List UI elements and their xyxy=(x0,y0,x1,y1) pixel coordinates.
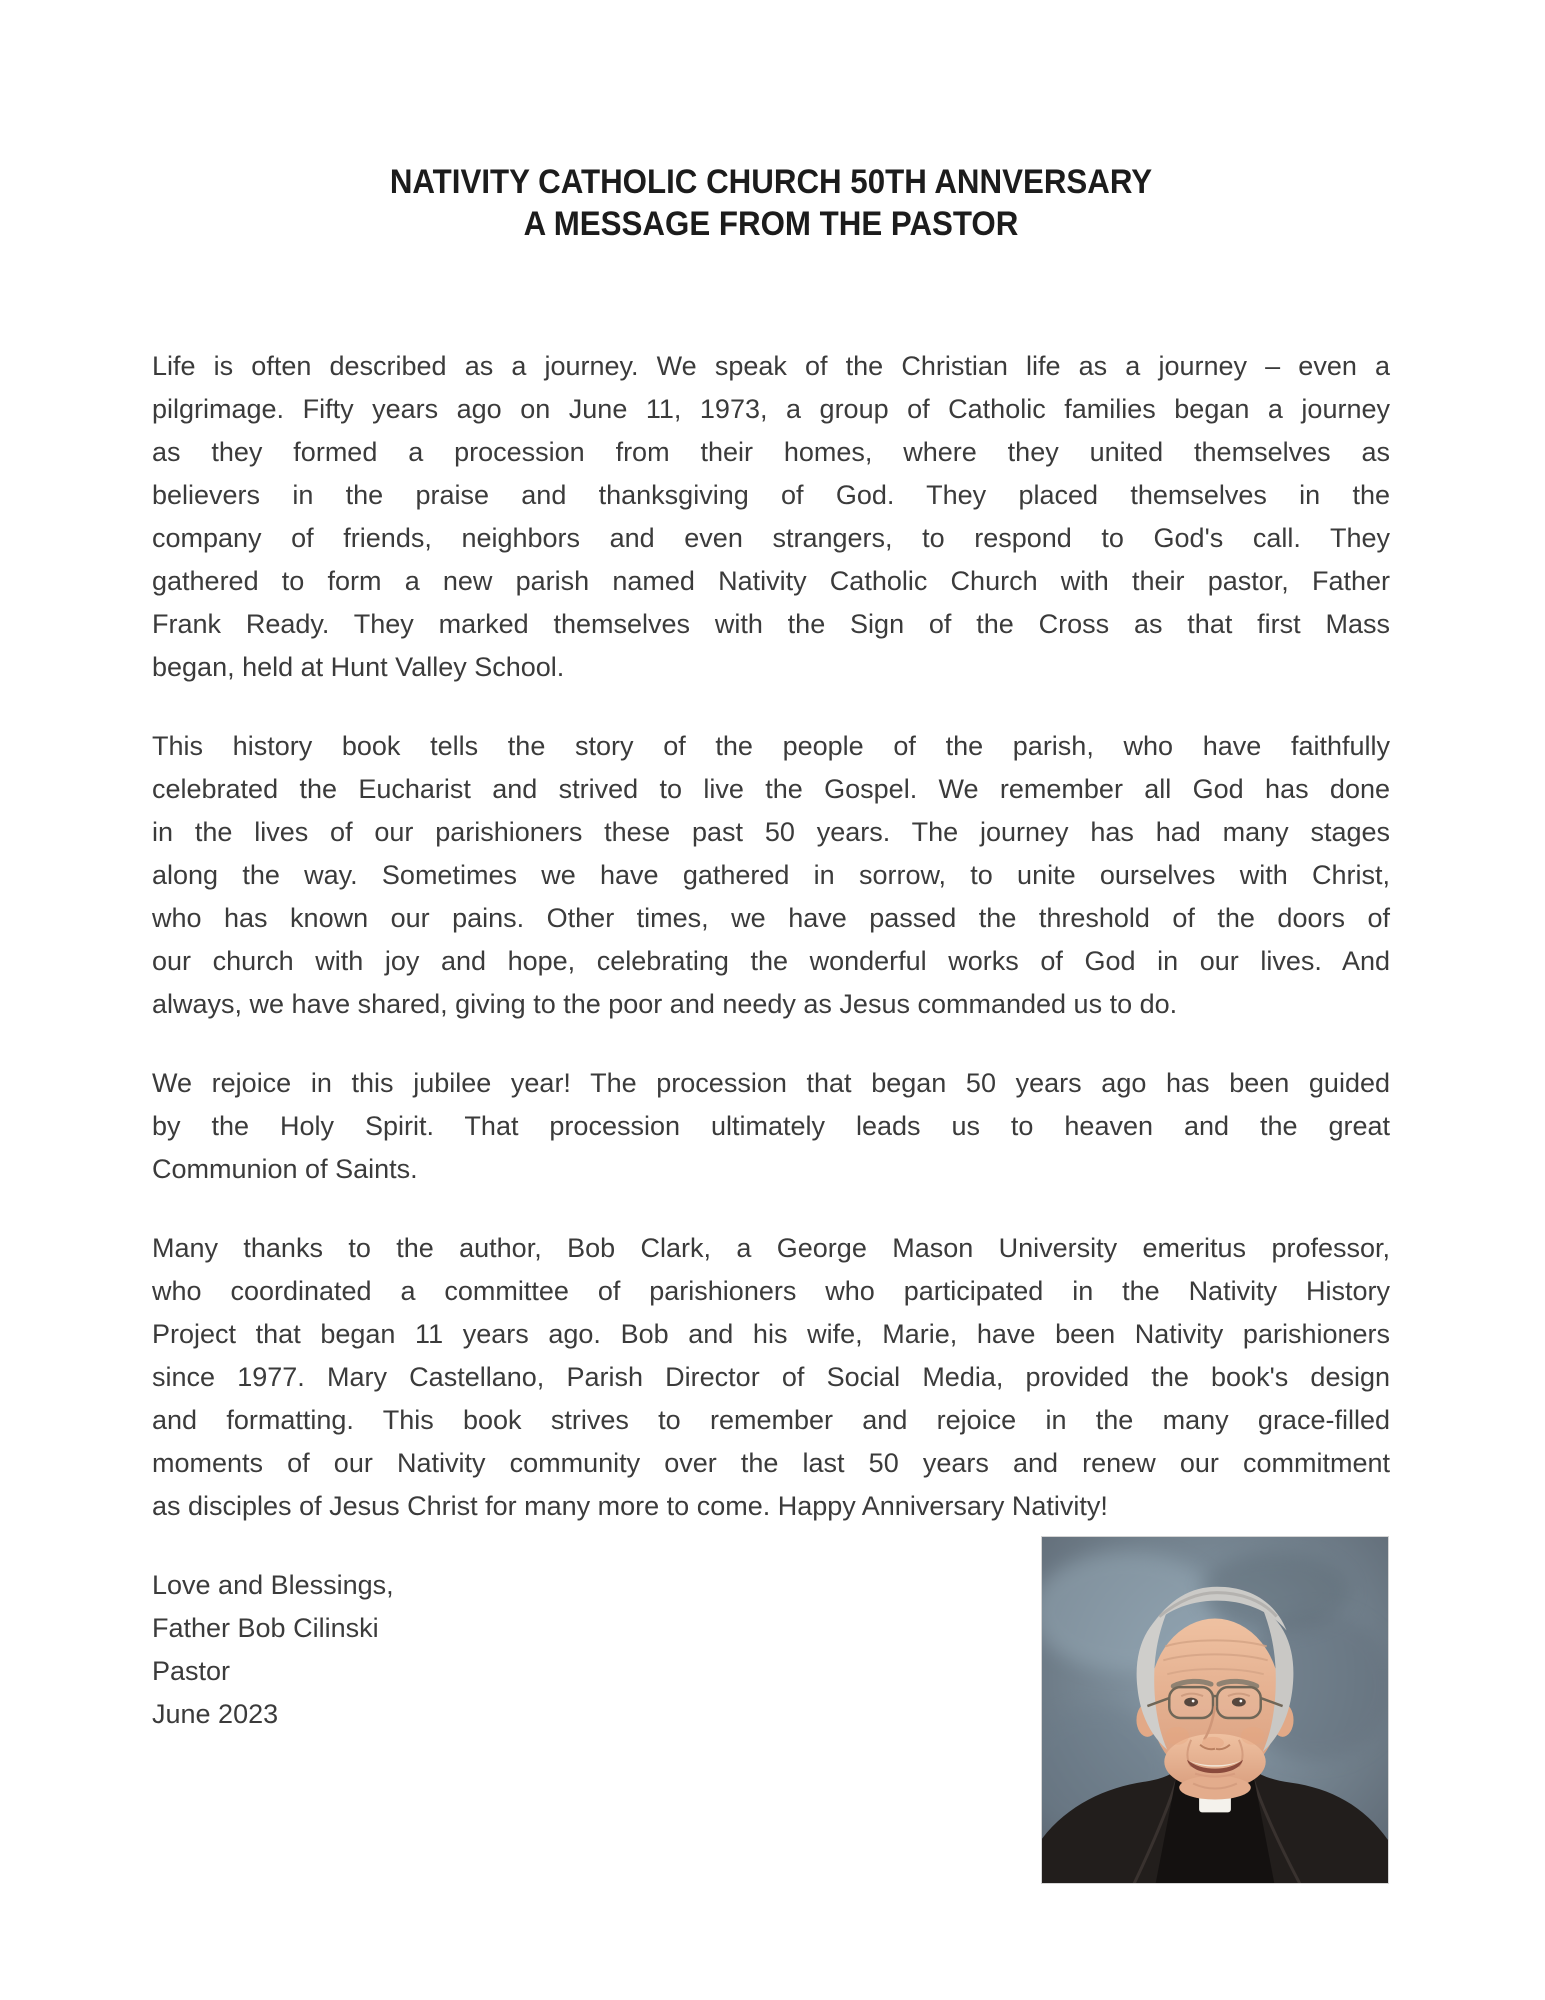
paragraph-2 xyxy=(152,725,1390,1026)
text-line: in the lives of our parishioners these past 50 years. The journey has had many stages xyxy=(152,817,1390,847)
text-line: believers in the praise and thanksgiving of God. They placed themselves in the xyxy=(152,480,1390,510)
text-line: Communion of Saints. xyxy=(152,1154,418,1184)
text-line: gathered to form a new parish named Nativity Catholic Church with their pastor, Father xyxy=(152,566,1390,596)
page-title xyxy=(202,161,1341,245)
title-line-1: NATIVITY CATHOLIC CHURCH 50TH ANNVERSARY xyxy=(389,163,1153,201)
signature-role: Pastor xyxy=(152,1656,231,1686)
text-line: This history book tells the story of the people of the parish, who have faithfully xyxy=(152,731,1390,761)
text-line: our church with joy and hope, celebrating the wonderful works of God in our lives. And xyxy=(152,946,1390,976)
letter-body xyxy=(152,345,1390,1736)
text-line: who has known our pains. Other times, we have passed the threshold of the doors of xyxy=(152,903,1390,933)
paragraph-1 xyxy=(152,345,1390,689)
text-line: pilgrimage. Fifty years ago on June 11, 1973, a group of Catholic families began a journey xyxy=(152,394,1390,424)
text-line: Frank Ready. They marked themselves with the Sign of the Cross as that first Mass xyxy=(152,609,1390,639)
text-line: and formatting. This book strives to remember and rejoice in the many grace-filled xyxy=(152,1405,1390,1435)
text-line: Project that began 11 years ago. Bob and his wife, Marie, have been Nativity parishioners xyxy=(152,1319,1390,1349)
pastor-portrait-illustration xyxy=(1042,1537,1388,1883)
text-line: moments of our Nativity community over the last 50 years and renew our commitment xyxy=(152,1448,1390,1478)
text-line: by the Holy Spirit. That procession ultimately leads us to heaven and the great xyxy=(152,1111,1390,1141)
title-line-2: A MESSAGE FROM THE PASTOR xyxy=(523,205,1019,243)
text-line: as they formed a procession from their homes, where they united themselves as xyxy=(152,437,1390,467)
text-line: Life is often described as a journey. We speak of the Christian life as a journey – even a xyxy=(152,351,1390,381)
text-line: began, held at Hunt Valley School. xyxy=(152,652,565,682)
text-line: as disciples of Jesus Christ for many more to come. Happy Anniversary Nativity! xyxy=(152,1491,1108,1521)
text-line: since 1977. Mary Castellano, Parish Director of Social Media, provided the book's design xyxy=(152,1362,1390,1392)
paragraph-4 xyxy=(152,1227,1390,1528)
signature-date: June 2023 xyxy=(152,1699,279,1729)
pastor-portrait-photo xyxy=(1041,1536,1389,1884)
text-line: celebrated the Eucharist and strived to live the Gospel. We remember all God has done xyxy=(152,774,1390,804)
paragraph-3 xyxy=(152,1062,1390,1191)
text-line: We rejoice in this jubilee year! The procession that began 50 years ago has been guided xyxy=(152,1068,1390,1098)
signature-closing: Love and Blessings, xyxy=(152,1570,394,1600)
text-line: always, we have shared, giving to the poor and needy as Jesus commanded us to do. xyxy=(152,989,1178,1019)
text-line: company of friends, neighbors and even strangers, to respond to God's call. They xyxy=(152,523,1390,553)
signature-name: Father Bob Cilinski xyxy=(152,1613,379,1643)
text-line: who coordinated a committee of parishioners who participated in the Nativity History xyxy=(152,1276,1390,1306)
text-line: Many thanks to the author, Bob Clark, a George Mason University emeritus professor, xyxy=(152,1233,1390,1263)
text-line: along the way. Sometimes we have gathered in sorrow, to unite ourselves with Christ, xyxy=(152,860,1390,890)
